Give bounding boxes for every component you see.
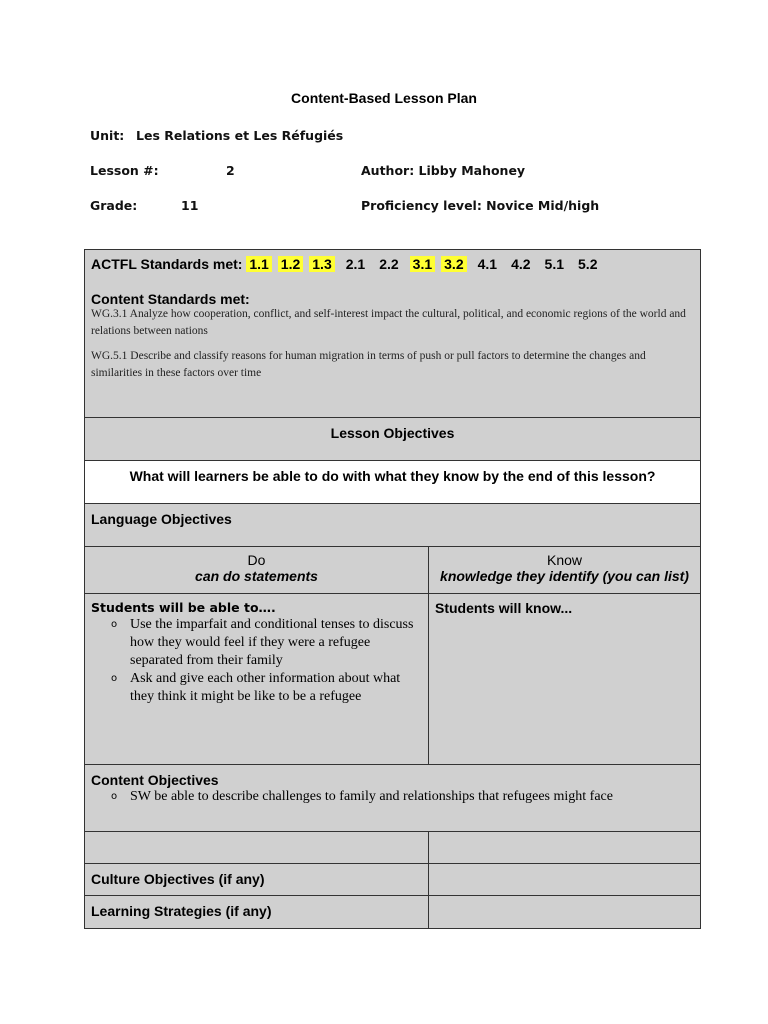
blank-cell-left: [85, 832, 429, 863]
bullet-icon: o: [111, 619, 118, 630]
content-standards-label: Content Standards met:: [91, 291, 250, 307]
can-do-item-text: Use the imparfait and conditional tenses to discuss how they would feel if they were a refugee separated from their family: [130, 617, 414, 668]
lesson-value: 2: [226, 163, 235, 178]
lesson-objectives-heading: Lesson Objectives: [330, 425, 455, 441]
author: Author: Libby Mahoney: [361, 163, 526, 178]
actfl-code: 5.1: [544, 256, 565, 272]
actfl-code: 3.1: [410, 256, 435, 272]
know-column-body: [429, 594, 700, 764]
content-standard-wg31: WG.3.1 Analyze how cooperation, conflict, and self-interest impact the cultural, political, and economic regions of the world and relations between nations: [91, 308, 686, 337]
language-objectives-label: Language Objectives: [91, 511, 232, 527]
blank-row: [85, 832, 700, 864]
bullet-icon: o: [111, 673, 118, 684]
can-do-list: [85, 616, 422, 706]
actfl-code: 4.1: [477, 256, 498, 272]
content-objective-text: SW be able to describe challenges to family and relationships that refugees might face: [130, 789, 613, 804]
content-objectives-row: [85, 765, 700, 832]
know-title: Know: [546, 552, 583, 568]
actfl-code: 4.2: [511, 256, 531, 272]
culture-objectives-value: [429, 864, 700, 895]
actfl-code: 5.2: [578, 256, 598, 272]
do-column-body: [85, 594, 429, 764]
students-able-label: Students will be able to….: [91, 600, 276, 615]
actfl-code: 2.2: [379, 256, 399, 272]
actfl-code: 3.2: [441, 256, 466, 272]
actfl-standards: [91, 256, 600, 272]
actfl-code: 1.1: [246, 256, 271, 272]
do-know-body-row: [85, 594, 700, 765]
know-subtitle: knowledge they identify (you can list): [440, 568, 689, 584]
content-standard-wg51: WG.5.1 Describe and classify reasons for human migration in terms of push or pull factors to determine the changes and similarities in these factors over time: [91, 350, 646, 379]
unit-value: Les Relations et Les Réfugiés: [136, 128, 344, 143]
bullet-icon: o: [111, 791, 118, 802]
document-title: Content-Based Lesson Plan: [291, 90, 477, 106]
content-objectives-label: Content Objectives: [91, 772, 219, 788]
actfl-code: 2.1: [345, 256, 366, 272]
content-objectives-list: [85, 788, 700, 806]
do-know-header-row: [85, 547, 700, 594]
grade-label: Grade:: [90, 198, 138, 213]
learning-strategies-value: [429, 896, 700, 928]
students-know-label: Students will know...: [435, 600, 573, 616]
culture-objectives-row: [85, 864, 700, 896]
learning-question: What will learners be able to do with what they know by the end of this lesson?: [129, 468, 656, 484]
know-column-header: [429, 547, 700, 593]
actfl-label: ACTFL Standards met:: [91, 256, 243, 272]
content-objectives-cell: [85, 765, 700, 831]
lesson-label: Lesson #:: [90, 163, 159, 178]
list-item: [85, 616, 422, 670]
grade-value: 11: [181, 198, 199, 213]
actfl-codes: [246, 256, 600, 272]
do-title: Do: [247, 552, 266, 568]
question-row: [85, 461, 700, 504]
language-objectives-row: [85, 504, 700, 547]
blank-cell-right: [429, 832, 700, 863]
learning-strategies-label: Learning Strategies (if any): [85, 896, 429, 928]
actfl-code: 1.2: [278, 256, 303, 272]
learning-strategies-row: [85, 896, 700, 928]
standards-row: [85, 250, 700, 418]
actfl-code: 1.3: [309, 256, 334, 272]
lesson-objectives-header: [85, 418, 700, 461]
can-do-item-text: Ask and give each other information about what they think it might be like to be a refugee: [130, 671, 401, 704]
do-subtitle: can do statements: [195, 568, 318, 584]
lesson-plan-table: [84, 249, 701, 929]
proficiency-level: Proficiency level: Novice Mid/high: [361, 198, 600, 213]
do-column-header: [85, 547, 429, 593]
list-item: [85, 788, 700, 806]
unit-label: Unit:: [90, 128, 125, 143]
list-item: [85, 670, 422, 706]
culture-objectives-label: Culture Objectives (if any): [85, 864, 429, 895]
